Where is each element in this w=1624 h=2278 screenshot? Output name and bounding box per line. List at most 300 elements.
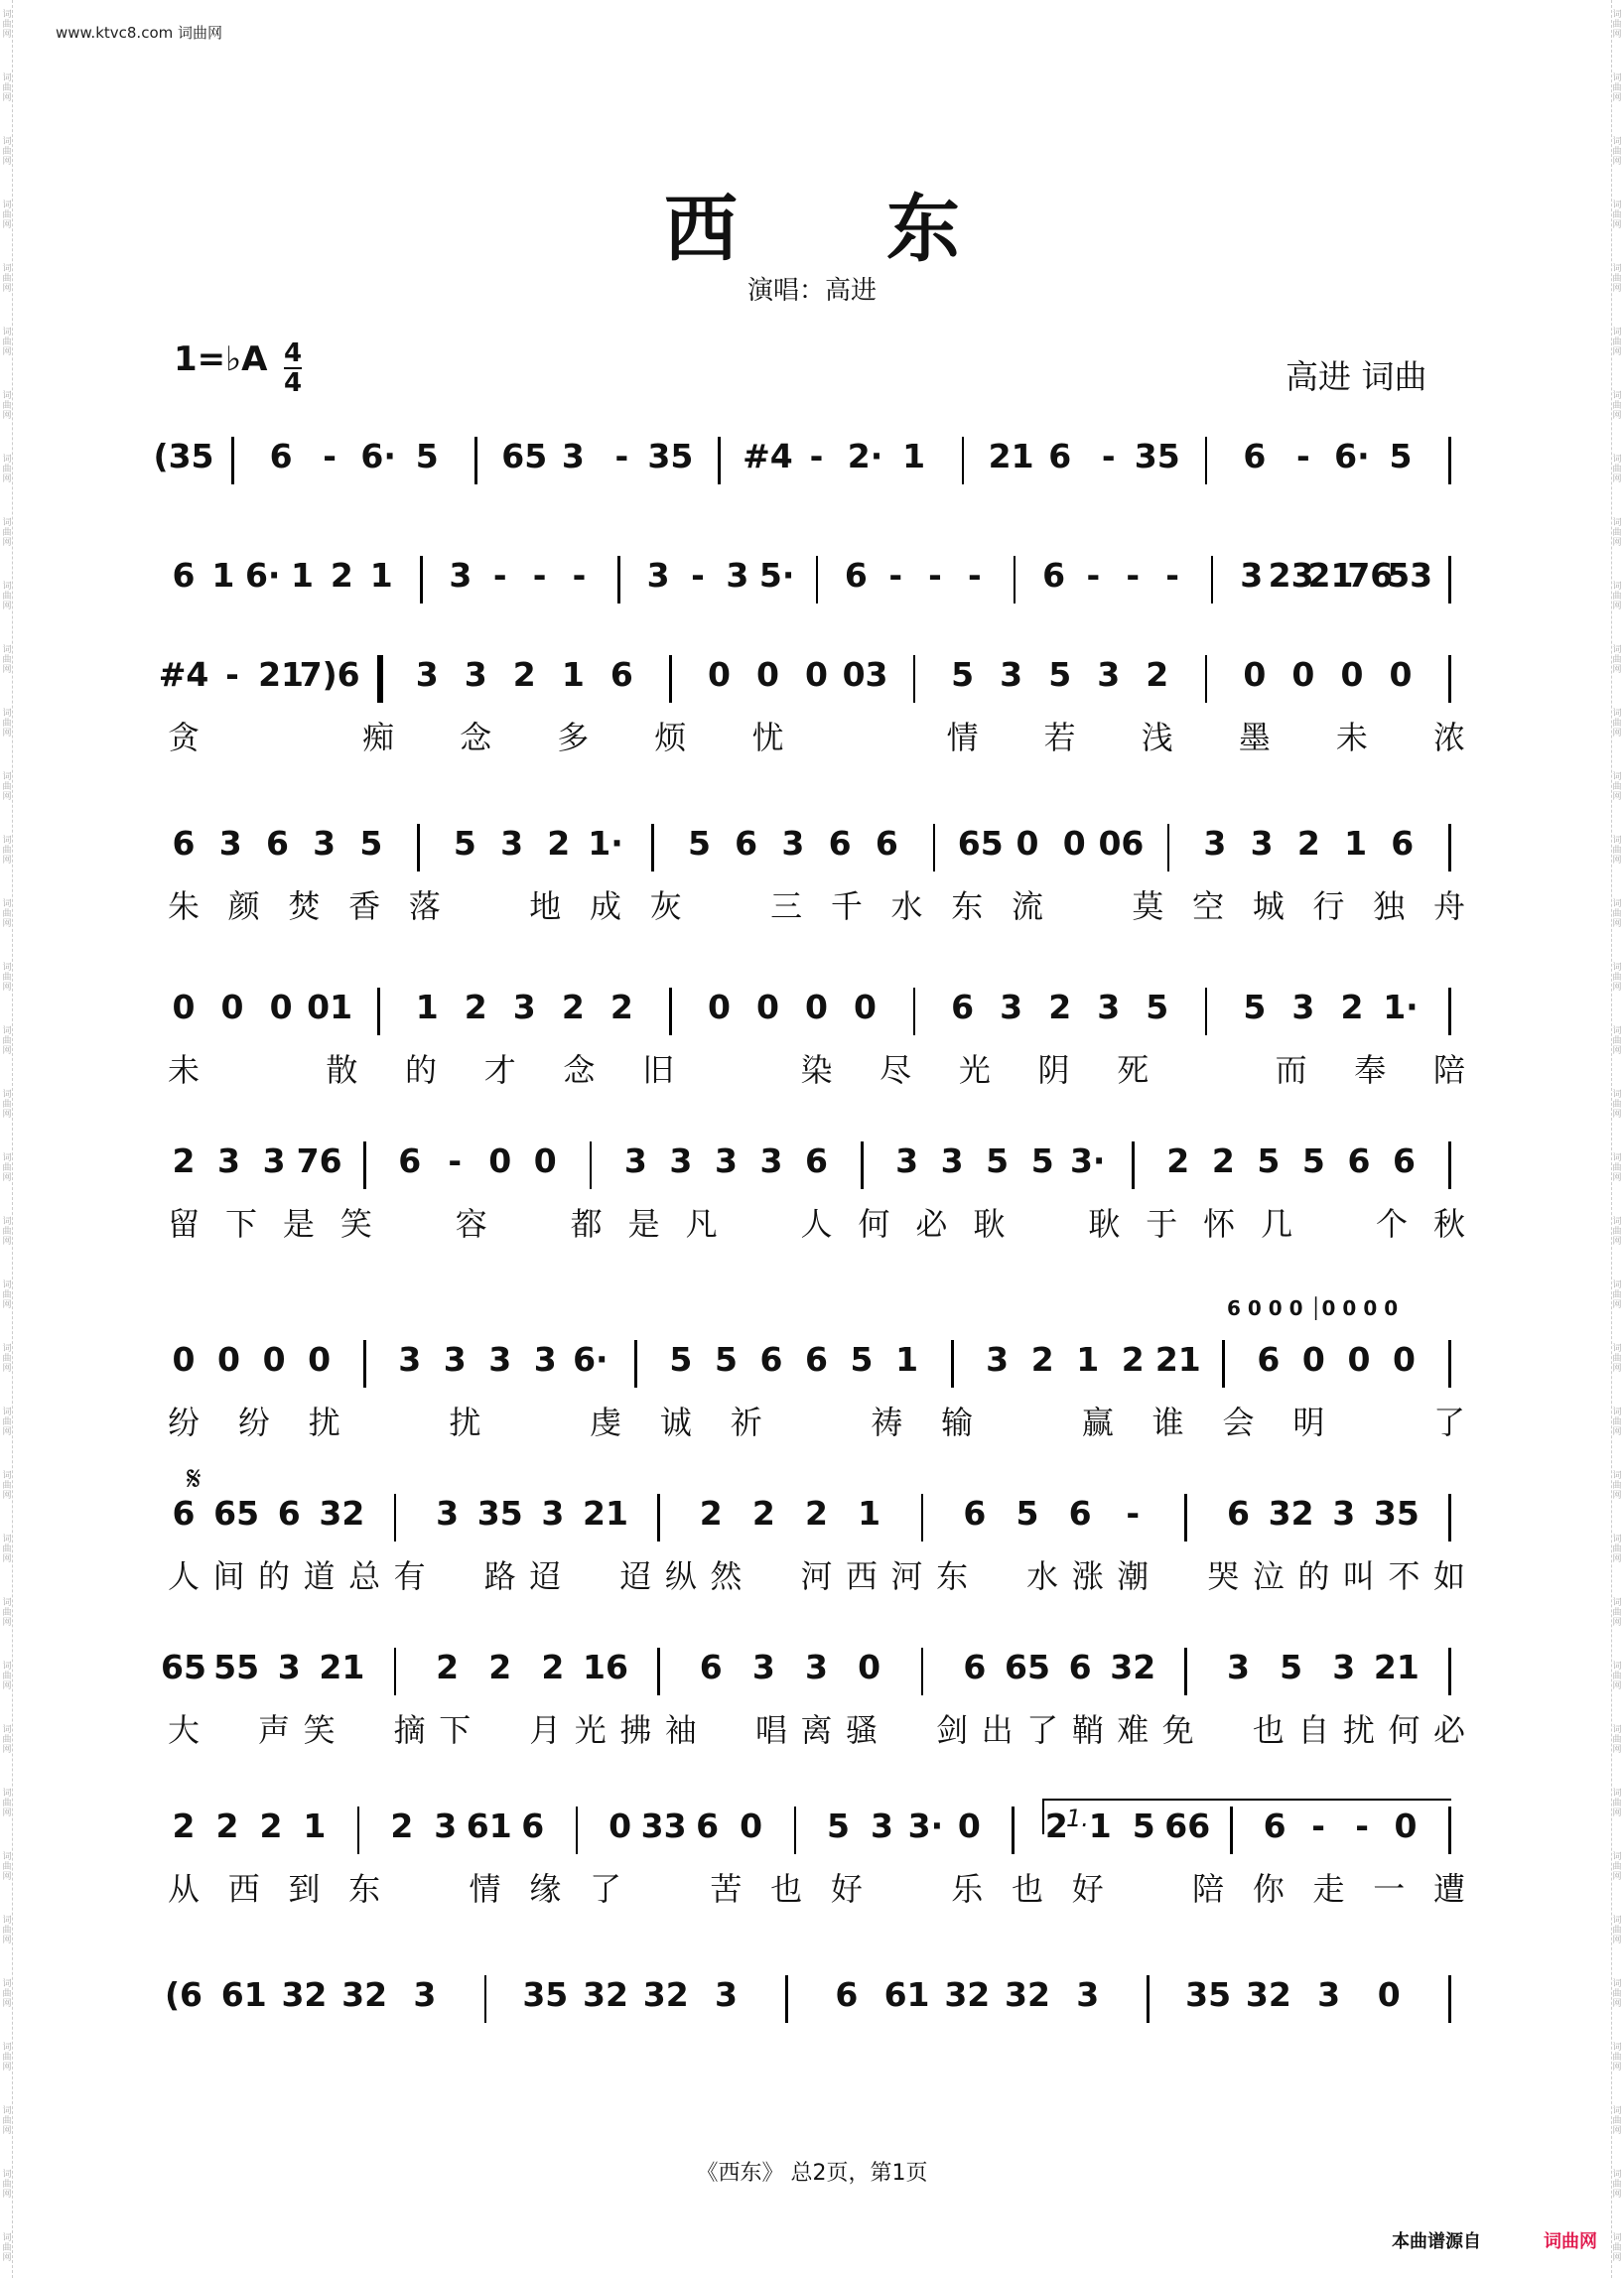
bar-line	[1147, 1975, 1150, 2023]
lyric-char: 未	[167, 1051, 201, 1089]
note: 23	[1268, 556, 1314, 595]
lyric-char: 忧	[751, 719, 784, 756]
lyric-char: 情	[946, 719, 979, 756]
note: -	[614, 437, 629, 475]
note: 3	[1332, 1494, 1356, 1533]
note: 5	[826, 1807, 850, 1845]
note: 1	[902, 437, 926, 475]
lyric-char: 染	[800, 1051, 833, 1089]
note: 65	[501, 437, 548, 475]
lyric-char: 奉	[1354, 1051, 1387, 1089]
bar-line	[1222, 1340, 1225, 1388]
note: 3	[751, 1648, 775, 1686]
note: 0	[1347, 1340, 1371, 1379]
note: 2	[561, 988, 585, 1026]
note: 6	[609, 655, 633, 694]
lyric-char: 朱	[167, 887, 201, 925]
note: 0	[1062, 824, 1086, 863]
note: 1	[291, 556, 315, 595]
note: 65	[1005, 1648, 1050, 1686]
bar-line	[484, 1975, 487, 2023]
note: -	[928, 556, 942, 595]
bar-line	[377, 655, 383, 703]
note: 6·	[573, 1340, 609, 1379]
lyric-char: 谁	[1151, 1404, 1184, 1441]
note: 21	[988, 437, 1034, 475]
lyric-char: 扰	[449, 1404, 481, 1441]
song-title: 西东	[664, 187, 1109, 272]
note: 35	[1134, 437, 1180, 475]
note: 1	[415, 988, 439, 1026]
note: 16	[583, 1648, 628, 1686]
note: 3	[1240, 556, 1264, 595]
note: 0	[1015, 824, 1039, 863]
note: 3	[870, 1807, 893, 1845]
site-url[interactable]: www.ktvc8.com 词曲网	[56, 24, 223, 42]
note: 2	[547, 824, 571, 863]
lyric-char: 大	[167, 1711, 201, 1749]
lyric-char: 如	[1432, 1557, 1466, 1595]
note: 3·	[907, 1807, 944, 1845]
lyric-char: 泣	[1252, 1557, 1285, 1595]
lyric-char: 水	[1026, 1557, 1059, 1595]
note: 5	[1048, 655, 1072, 694]
lyric-char: 祷	[871, 1404, 903, 1441]
lyric-char: 西	[227, 1870, 260, 1908]
bar-line	[951, 1340, 954, 1388]
lyric-char: 河	[890, 1557, 923, 1595]
side-watermark: 词曲网	[2, 1344, 12, 1374]
side-watermark: 词曲网	[2, 1407, 12, 1437]
note: 3	[488, 1340, 512, 1379]
side-watermark: 词曲网	[1612, 2233, 1622, 2263]
note: 5	[669, 1340, 693, 1379]
note: 3·	[1069, 1141, 1106, 1180]
note: 0	[217, 1340, 241, 1379]
lyric-char: 秋	[1432, 1205, 1466, 1243]
lyric-char: 扰	[1342, 1711, 1375, 1749]
side-watermark: 词曲网	[1612, 1153, 1622, 1183]
lyric-char: 何	[1388, 1711, 1421, 1749]
note: 6·	[244, 556, 281, 595]
side-watermark: 词曲网	[1612, 2043, 1622, 2073]
note: 2	[1166, 1141, 1190, 1180]
coda-ending-notes: 6 0 0 0 │0 0 0 0	[1227, 1296, 1399, 1320]
lyric-char: 纷	[167, 1404, 201, 1441]
note: 6	[277, 1494, 301, 1533]
lyric-char: 虔	[589, 1404, 622, 1441]
side-watermark: 词曲网	[2, 1026, 12, 1056]
note: 6	[1347, 1141, 1371, 1180]
lyric-char: 光	[958, 1051, 991, 1089]
side-watermark: 词曲网	[2, 772, 12, 802]
bar-line	[921, 1648, 924, 1695]
note: 2	[609, 988, 633, 1026]
volta-bracket	[1042, 1799, 1451, 1834]
bar-line	[1448, 824, 1451, 871]
lyric-char: 纷	[237, 1404, 270, 1441]
note: 3	[895, 1141, 919, 1180]
note: 3	[1000, 988, 1023, 1026]
side-watermark: 词曲网	[2, 137, 12, 167]
note: 3	[218, 824, 242, 863]
side-watermark: 词曲网	[2, 2233, 12, 2263]
note: 2	[1211, 1141, 1235, 1180]
note: -	[492, 556, 507, 595]
lyric-char: 贪	[167, 719, 201, 756]
bar-line	[474, 437, 477, 484]
note: 6	[1263, 1807, 1286, 1845]
singer-line: 演唱：高进	[746, 276, 877, 306]
note: 6	[805, 1141, 828, 1180]
score-row	[0, 556, 1624, 665]
side-watermark: 词曲网	[2, 1852, 12, 1882]
note: 32	[281, 1975, 328, 2014]
note: 32	[341, 1975, 388, 2014]
note: 3	[262, 1141, 286, 1180]
note: 21	[1154, 1340, 1201, 1379]
note: 2	[751, 1494, 775, 1533]
note: 2	[215, 1807, 239, 1845]
lyric-char: 声	[258, 1711, 291, 1749]
note: 65	[957, 824, 1004, 863]
lyric-char: 笑	[339, 1205, 372, 1243]
side-watermark: 词曲网	[2, 1280, 12, 1310]
note: 5	[415, 437, 439, 475]
bar-line	[718, 437, 721, 484]
lyric-char: 是	[282, 1205, 315, 1243]
lyric-char: 剑	[936, 1711, 969, 1749]
note: 0	[172, 1340, 196, 1379]
note: 3	[436, 1494, 460, 1533]
score-row	[0, 437, 1624, 546]
bar-line	[1448, 1975, 1451, 2023]
side-watermark: 词曲网	[2, 1662, 12, 1691]
lyric-char: 必	[915, 1205, 948, 1243]
note: 6	[265, 824, 289, 863]
lyric-char: 东	[951, 887, 984, 925]
lyric-char: 三	[770, 887, 803, 925]
bar-line	[576, 1807, 579, 1854]
note: 3	[541, 1494, 565, 1533]
lyric-char: 行	[1312, 887, 1345, 925]
score-row	[0, 824, 1624, 933]
lyric-char: 舟	[1432, 887, 1466, 925]
lyric-char: 灰	[649, 887, 682, 925]
side-watermark: 词曲网	[1612, 836, 1622, 866]
note: 21	[1307, 556, 1354, 595]
side-watermark: 词曲网	[1612, 1344, 1622, 1374]
bar-line	[1167, 824, 1170, 871]
note: -	[572, 556, 587, 595]
lyric-char: 迢	[529, 1557, 562, 1595]
note: 6	[875, 824, 898, 863]
bar-line	[1205, 988, 1208, 1035]
lyric-char: 然	[710, 1557, 743, 1595]
lyric-char: 有	[393, 1557, 426, 1595]
side-watermark: 词曲网	[1612, 1026, 1622, 1056]
note: -	[323, 437, 337, 475]
note: 2	[488, 1648, 512, 1686]
lyric-char: 也	[1252, 1711, 1285, 1749]
bar-line	[1448, 1141, 1451, 1189]
note: 3	[449, 556, 473, 595]
note: 3	[561, 437, 585, 475]
lyric-char: 容	[455, 1205, 487, 1243]
lyric-char: 烦	[654, 719, 687, 756]
right-margin-strip	[1611, 0, 1622, 2278]
note: 3	[669, 1141, 693, 1180]
note: 3	[413, 1975, 437, 2014]
note: 0	[854, 988, 878, 1026]
note: 6	[1257, 1340, 1281, 1379]
side-watermark: 词曲网	[1612, 1280, 1622, 1310]
side-watermark: 词曲网	[1612, 1725, 1622, 1755]
note: (6	[164, 1975, 203, 2014]
note: 32	[1110, 1648, 1156, 1686]
lyric-char: 痴	[362, 719, 395, 756]
note: 5	[1280, 1648, 1303, 1686]
score-row	[0, 988, 1624, 1097]
note: 6·	[360, 437, 396, 475]
lyric-char: 墨	[1238, 719, 1271, 756]
lyric-char: 路	[483, 1557, 516, 1595]
lyric-char: 怀	[1203, 1205, 1236, 1243]
lyric-char: 也	[1011, 1870, 1044, 1908]
lyric-char: 陪	[1192, 1870, 1225, 1908]
lyric-char: 哭	[1207, 1557, 1240, 1595]
note: 2	[390, 1807, 414, 1845]
note: 35	[1373, 1494, 1420, 1533]
note: 3	[1250, 824, 1274, 863]
note: 0	[1301, 1340, 1325, 1379]
lyric-char: 耿	[973, 1205, 1006, 1243]
note: 61	[883, 1975, 930, 2014]
note: 0	[1392, 1340, 1416, 1379]
lyric-char: 遭	[1432, 1870, 1466, 1908]
note: 35	[647, 437, 694, 475]
note: 3	[217, 1141, 241, 1180]
note: 0	[858, 1648, 881, 1686]
bar-line	[417, 824, 420, 871]
lyric-char: 骚	[846, 1711, 879, 1749]
note: 33	[640, 1807, 687, 1845]
note: 6	[699, 1648, 723, 1686]
note: 2	[1146, 655, 1169, 694]
note: 6	[759, 1340, 783, 1379]
note: -	[1355, 1807, 1369, 1845]
note: 0	[1389, 655, 1413, 694]
note: 0	[707, 988, 731, 1026]
lyric-char: 诚	[659, 1404, 692, 1441]
note: 2	[259, 1807, 283, 1845]
bar-line	[617, 556, 620, 603]
note: 0	[269, 988, 293, 1026]
note: 5	[1146, 988, 1169, 1026]
note: 76	[296, 1141, 342, 1180]
lyric-char: 而	[1275, 1051, 1307, 1089]
lyric-char: 的	[405, 1051, 438, 1089]
note: 6	[1068, 1648, 1092, 1686]
note: 3	[512, 988, 536, 1026]
note: 1	[369, 556, 393, 595]
note: 21	[258, 655, 305, 694]
note: 6	[963, 1648, 987, 1686]
lyric-char: 赢	[1081, 1404, 1114, 1441]
side-watermark: 词曲网	[1612, 963, 1622, 993]
note: -	[1101, 437, 1116, 475]
lyric-char: 潮	[1117, 1557, 1150, 1595]
note: 5	[1015, 1494, 1039, 1533]
side-watermark: 词曲网	[2, 1725, 12, 1755]
note: -	[888, 556, 903, 595]
note: 6	[172, 1494, 196, 1533]
bar-line	[669, 988, 672, 1035]
side-watermark: 词曲网	[2, 455, 12, 484]
note: 2	[436, 1648, 460, 1686]
lyric-char: 输	[941, 1404, 974, 1441]
lyric-char: 落	[408, 887, 441, 925]
side-watermark: 词曲网	[1612, 137, 1622, 167]
side-watermark: 词曲网	[1612, 10, 1622, 40]
lyric-char: 若	[1043, 719, 1076, 756]
bar-line	[1184, 1494, 1187, 1541]
lyric-char: 好	[830, 1870, 863, 1908]
bar-line	[933, 824, 936, 871]
score-row	[0, 1648, 1624, 1757]
side-watermark: 词曲网	[2, 2106, 12, 2136]
note: #4	[743, 437, 793, 475]
lyric-char: 迢	[619, 1557, 652, 1595]
bar-line	[785, 1975, 788, 2023]
lyric-char: 莫	[1132, 887, 1164, 925]
lyric-char: 乐	[951, 1870, 984, 1908]
lyric-char: 人	[167, 1557, 201, 1595]
lyric-char: 死	[1117, 1051, 1150, 1089]
note: 6	[828, 824, 852, 863]
note: 0	[755, 655, 779, 694]
bar-line	[1448, 1648, 1451, 1695]
side-watermark: 词曲网	[1612, 201, 1622, 230]
lyric-char: 成	[589, 887, 622, 925]
note: 2	[805, 1494, 828, 1533]
lyric-char: 了	[1026, 1711, 1059, 1749]
lyric-char: 自	[1297, 1711, 1330, 1749]
note: -	[1086, 556, 1101, 595]
note: 5	[850, 1340, 874, 1379]
note: 1	[211, 556, 235, 595]
note: -	[448, 1141, 463, 1180]
lyric-char: 西	[846, 1557, 879, 1595]
lyric-char: 一	[1373, 1870, 1406, 1908]
note: 76	[1347, 556, 1394, 595]
note: 32	[1268, 1494, 1314, 1533]
lyric-char: 陪	[1432, 1051, 1466, 1089]
note: 1·	[588, 824, 623, 863]
note: 32	[583, 1975, 628, 2014]
note: 0	[308, 1340, 332, 1379]
side-watermark: 词曲网	[2, 899, 12, 929]
note: 65	[161, 1648, 206, 1686]
note: -	[691, 556, 705, 595]
note: 3	[1203, 824, 1227, 863]
note: 0	[1394, 1807, 1418, 1845]
note: 2	[1048, 988, 1072, 1026]
lyric-char: 留	[167, 1205, 201, 1243]
lyric-char: 拂	[619, 1711, 652, 1749]
note: 7)6	[299, 655, 360, 694]
note: -	[1126, 1494, 1141, 1533]
bar-line	[913, 655, 916, 703]
note: 1	[1088, 1807, 1112, 1845]
lyric-char: 几	[1261, 1205, 1293, 1243]
side-watermark: 词曲网	[2, 1979, 12, 2009]
lyric-char: 间	[212, 1557, 245, 1595]
lyric-char: 凡	[685, 1205, 718, 1243]
note: 3	[1291, 988, 1315, 1026]
lyric-char: 浅	[1141, 719, 1173, 756]
bar-line	[363, 1340, 366, 1388]
note: 3	[623, 1141, 647, 1180]
note: 2	[512, 655, 536, 694]
lyric-char: 明	[1292, 1404, 1325, 1441]
lyric-char: 出	[981, 1711, 1014, 1749]
side-watermark: 词曲网	[1612, 73, 1622, 103]
note: -	[1126, 556, 1141, 595]
note: 3	[781, 824, 805, 863]
bar-line	[363, 1141, 366, 1189]
lyric-char: 个	[1376, 1205, 1409, 1243]
bar-line	[377, 988, 380, 1035]
note: 01	[307, 988, 353, 1026]
note: 0	[805, 988, 828, 1026]
note: 3	[533, 1340, 557, 1379]
lyric-char: 流	[1011, 887, 1044, 925]
lyric-char: 何	[858, 1205, 890, 1243]
note: 0	[172, 988, 196, 1026]
side-watermark: 词曲网	[1612, 772, 1622, 802]
bar-line	[634, 1340, 637, 1388]
footer-brand[interactable]: 词曲网	[1544, 2231, 1597, 2252]
lyric-char: 多	[557, 719, 590, 756]
note: 5	[1132, 1807, 1155, 1845]
lyric-char: 情	[469, 1870, 501, 1908]
side-watermark: 词曲网	[2, 518, 12, 548]
lyric-char: 纵	[664, 1557, 697, 1595]
note: 3	[500, 824, 524, 863]
note: 3	[434, 1807, 458, 1845]
note: 6	[735, 824, 758, 863]
note: 6	[844, 556, 868, 595]
lyric-char: 地	[529, 887, 562, 925]
note: 1	[303, 1807, 327, 1845]
note: 1	[895, 1340, 919, 1379]
note: 3	[1000, 655, 1023, 694]
bar-line	[1012, 1807, 1015, 1854]
side-watermark: 词曲网	[1612, 1471, 1622, 1501]
note: 3	[1076, 1975, 1100, 2014]
lyric-char: 尽	[880, 1051, 912, 1089]
lyric-char: 都	[570, 1205, 603, 1243]
side-watermark: 词曲网	[1612, 1217, 1622, 1247]
note: 6	[1048, 437, 1072, 475]
lyric-char: 免	[1161, 1711, 1194, 1749]
bar-line	[231, 437, 234, 484]
note: 65	[213, 1494, 260, 1533]
note: 5	[1030, 1141, 1054, 1180]
score-row	[0, 1975, 1624, 2084]
bar-line	[590, 1141, 593, 1189]
